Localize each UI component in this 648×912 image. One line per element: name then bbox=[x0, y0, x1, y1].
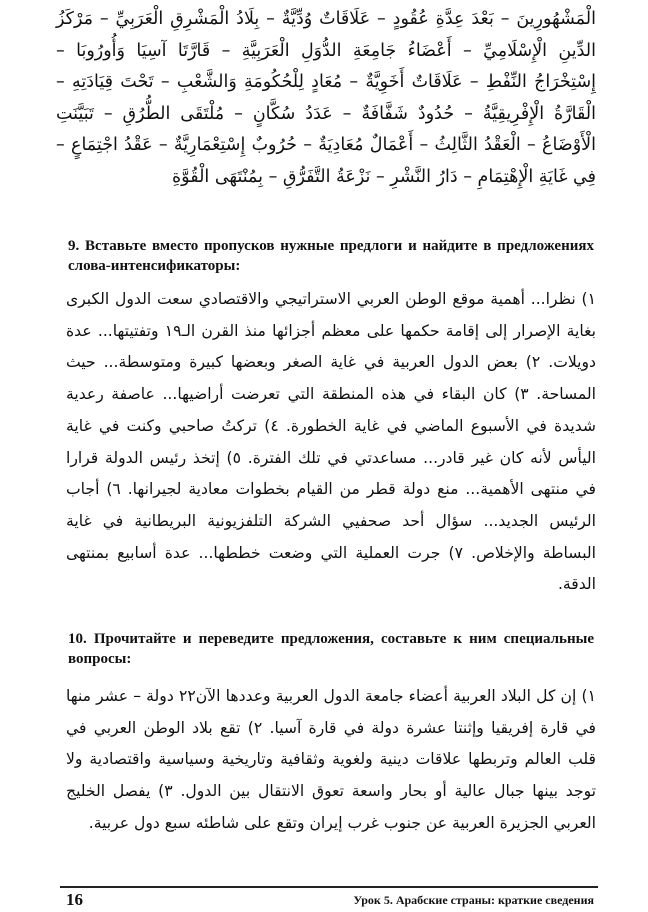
exercise-10-text: ١) إن كل البلاد العربية أعضاء جامعة الدول العربية وعددها الآن٢٢ دولة – عشر منها في قارة إفريقيا وإثنتا عشرة دولة في قارة آسيا. ٢) تقع بلاد الوطن العربي في قلب العالم وتربطها علاقات دينية ولغوية وثقافية وتاريخية وسياسية واقتصادية ولا توجد بينها جبال عالية أو بحار واسعة تعوق الانتقال بين الدول. ٣) يفصل الخليج العربي الجزيرة العربية عن جنوب غرب إيران وتقع على شاطئه سبع دول عربية. bbox=[66, 687, 597, 832]
page-number: 16 bbox=[66, 890, 83, 909]
exercise-9-text: ١) نظرا... أهمية موقع الوطن العربي الاستراتيجي والاقتصادي سعت الدول الكبرى بغاية الإصرار إلى إقامة حكمها على معظم أجزائها منذ القرن الـ١٩ وتفتيتها... عدة دويلات. ٢) بعض الدول العربية في غاية الصغر وبعضها كبيرة ومتوسطة... حيث المساحة. ٣) كان البقاء في هذه المنطقة التي تعرضت أراضيها... عاصفة رعدية شديدة في الأسبوع الماضي في غاية الخطورة. ٤) تركتُ صاحبي وكنت في غاية اليأس لأنه كان غير قادر... مساعدتي في تلك الفترة. ٥) إتخذ رئيس الدولة قرارا في منتهى الأهمية... منع دولة قطر من القيام بخطوات معادية لجيرانها. ٦) أجاب الرئيس الجديد... سؤال أحد صحفيي الشركة التلفزيونية البريطانية في غاية البساطة والإخلاص. ٧) جرت العملية التي وضعت خططها... عدة أسابيع بمنتهى الدقة. bbox=[66, 290, 596, 594]
exercise-9-heading: 9. Вставьте вместо пропусков нужные предлоги и найдите в предложениях слова-интенсификаторы: bbox=[68, 238, 594, 274]
vocabulary-list: الْمَشْهُورِينَ – بَعْدَ عِدَّةِ عُقُودٍ – عَلَاقَاتٌ وُدِّيَّةٌ – بِلَادُ الْمَشْرِقِ الْعَرَبِيِّ – مَرْكَزُ الدِّينِ الْإِسْلَامِيِّ – أَعْضَاءُ جَامِعَةِ الدُّوَلِ الْعَرَبِيَّةِ – قَارَّتَا آسِيَا وَأُورُوبَا – إِسْتِخْرَاجُ النِّفْطِ – عَلَاقَاتٌ أَخَوِيَّةٌ – مُعَادٍ لِلْحُكُومَةِ وَالشَّعْبِ – تَحْتَ قِيَادَتِهِ – الْقَارَّةُ الْإِفْرِيقِيَّةُ – حُدُودٌ شَفَّافَةٌ – عَدَدُ سُكَّانٍ – مُلْتَقَى الطُّرُقِ – تَبَيَّنَتِ الْأَوْضَاعُ – الْعَقْدُ الثَّالِثُ – أَعْمَالٌ مُعَادِيَةٌ – حُرُوبٌ إِسْتِعْمَارِيَّةٌ – عَقْدُ اجْتِمَاعٍ – فِي غَايَةِ الْإِهْتِمَامِ – دَارُ النَّشْرِ – نَزْعَةُ التَّفَرُّقِ – بِمُنْتَهَى الْقُوَّةِ bbox=[56, 9, 596, 187]
running-footer-title: Урок 5. Арабские страны: краткие сведения bbox=[353, 893, 594, 907]
exercise-10-heading: 10. Прочитайте и переведите предложения, составьте к ним специальные вопросы: bbox=[68, 631, 594, 667]
footer-divider bbox=[60, 886, 598, 888]
